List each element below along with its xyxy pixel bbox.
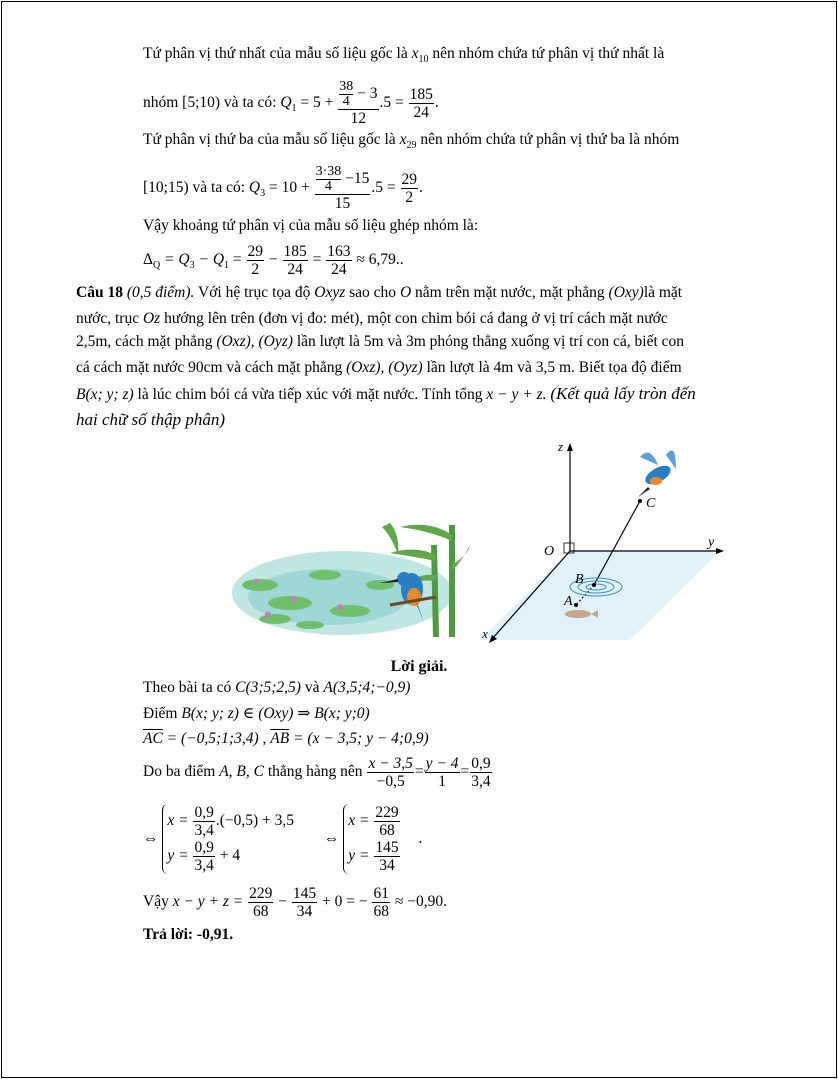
text: sao cho <box>349 284 397 301</box>
iff-symbol: ⇔ <box>143 830 159 847</box>
text: thẳng hàng nên <box>267 763 363 780</box>
text: Điểm <box>143 705 178 722</box>
text: x = <box>167 812 189 830</box>
text: Tứ phân vị thứ ba của mẫu số liệu gốc là <box>143 131 396 148</box>
text: = 10 + <box>268 179 310 196</box>
num: 0,9 <box>194 804 214 822</box>
text: −15 <box>345 170 370 187</box>
text: là lúc chim bói cá vừa tiếp xúc với mặt nước. Tính tổng <box>137 386 483 403</box>
math: Oz <box>142 310 161 327</box>
num: 29 <box>401 170 417 188</box>
fraction <box>247 243 265 278</box>
text: , <box>262 730 267 747</box>
y-arrow <box>716 548 724 554</box>
q18-line-4 <box>76 358 682 378</box>
fraction <box>470 755 491 790</box>
var-q: Q <box>280 94 292 111</box>
result-fraction <box>409 86 434 121</box>
text: lần lượt là 4m và 3,5 m. Biết tọa độ điểm <box>426 359 682 376</box>
num: 61 <box>373 884 389 902</box>
num: x − 3,5 <box>368 754 413 772</box>
inner-fraction <box>316 165 342 194</box>
text: là mặt <box>643 284 683 301</box>
den: 3,4 <box>471 772 491 790</box>
num: 229 <box>375 804 399 822</box>
q1-fraction <box>338 80 378 127</box>
text: = <box>460 763 470 780</box>
text: y = <box>167 847 189 865</box>
text: + 0 = − <box>322 893 368 910</box>
text: . <box>419 179 423 196</box>
subscript: 1 <box>291 103 297 115</box>
den: 4 <box>342 93 350 109</box>
den: 3,4 <box>194 822 214 840</box>
text: ≈ 6,79.. <box>356 251 404 268</box>
den: 68 <box>379 822 395 840</box>
num: 29 <box>247 242 264 260</box>
system-1 <box>162 804 294 874</box>
q1-formula-line <box>143 72 439 134</box>
note: hai chữ số thập phân) <box>76 410 226 429</box>
label-y: y <box>708 535 715 550</box>
num: 3·38 <box>315 163 342 179</box>
q1-intro-line <box>143 44 664 70</box>
den: 24 <box>413 103 430 121</box>
den: 34 <box>296 902 313 920</box>
text: nên nhóm chứa tứ phân vị thứ ba là nhóm <box>420 131 680 148</box>
text: 2,5m, cách mặt phẳng <box>76 333 213 350</box>
q18-line-1 <box>76 283 682 303</box>
text: − <box>278 893 287 910</box>
point-a <box>574 603 578 607</box>
math: B(x; y; z) <box>76 386 134 403</box>
q18-line-6 <box>76 410 225 431</box>
sol-line-1 <box>143 678 410 698</box>
iqr-formula-line: $\Delta_Q = Q_3 - Q_1$ = $\frac{29}{2}$ − $\frac{185}{24}$ = $\frac{163}{24}$ ≈ 6,79.. <box>143 242 404 278</box>
sol-line-3 <box>143 729 429 749</box>
result-fraction <box>401 171 419 206</box>
math: = (x − 3,5; y − 4;0,9) <box>293 730 429 747</box>
den: 15 <box>334 194 351 212</box>
text: = <box>312 251 322 268</box>
iff-symbol: ⇔ <box>323 830 340 847</box>
text: x = <box>348 812 370 830</box>
num: 145 <box>375 839 399 857</box>
math: A(3,5;4;−0,9) <box>323 679 411 696</box>
text: nằm trên mặt nước, mặt phẳng <box>415 284 605 301</box>
vector-ac: $\overline{AC}$ <box>143 730 163 747</box>
text: Vậy khoảng tứ phân vị của mẫu số liệu ghép nhóm là: <box>143 217 479 234</box>
num: 145 <box>292 884 317 902</box>
q18-line-5 <box>76 384 696 405</box>
text: nước, trục <box>76 310 140 327</box>
math: (Oxy) <box>608 284 644 301</box>
label-a: A <box>564 594 573 609</box>
fraction <box>283 243 308 278</box>
math: x − y + z. <box>486 386 547 403</box>
sol-system <box>143 797 422 881</box>
text: nên nhóm chứa tứ phân vị thứ nhất là <box>432 45 665 62</box>
text: .5 = <box>379 94 404 111</box>
den: 68 <box>253 902 269 920</box>
q3-fraction <box>315 165 371 212</box>
vector-ab: $\overline{AB}$ <box>270 730 290 747</box>
math: A, B, C <box>219 763 264 780</box>
text: − Q <box>198 251 225 268</box>
subscript: 10 <box>418 54 429 66</box>
q3-formula-line: [10;15) và ta có: $Q_3 = 10$ + $\frac{3\cdot 38}{4}$ −15 15 .5 = $\frac{29}{2}$ . <box>143 163 423 212</box>
label-c: C <box>646 496 656 511</box>
text: .5 = <box>371 179 396 196</box>
den: −0,5 <box>376 772 405 790</box>
num: 38 <box>339 78 354 94</box>
math: B(x; y; z) ∈ (Oxy) ⇒ B(x; y;0) <box>181 705 370 722</box>
text: lần lượt là 5m và 3m phóng thẳng xuống vị trí con cá, biết con <box>296 333 685 350</box>
text: hướng lên trên (đơn vị đo: mét), một con chim bói cá đang ở vị trí cách mặt nước <box>164 310 668 327</box>
den: 68 <box>373 902 389 920</box>
text: Theo bài ta có <box>143 679 232 696</box>
text: Tứ phân vị thứ nhất của mẫu số liệu gốc là <box>143 45 408 62</box>
math: = (−0,5;1;3,4) <box>166 730 259 747</box>
var-x: x <box>411 45 419 62</box>
kingfisher-icon <box>638 450 676 497</box>
subscript: 29 <box>406 140 417 152</box>
sol-line-4 <box>143 750 493 794</box>
sol-final <box>143 880 447 924</box>
text: [10;15) và ta có: <box>143 179 246 196</box>
system-2 <box>343 804 400 874</box>
num: 185 <box>283 242 307 260</box>
solution-title: Lời giải. <box>390 658 448 675</box>
num: 229 <box>249 884 273 902</box>
den: 2 <box>405 188 414 206</box>
label-o: O <box>544 544 555 559</box>
fraction <box>367 755 413 790</box>
text: nhóm [5;10) và ta có: <box>143 94 277 111</box>
den: 24 <box>287 260 303 278</box>
math: (Oxz), (Oyz) <box>216 333 293 350</box>
num: 185 <box>409 85 433 103</box>
subscript: Q <box>152 260 161 272</box>
fraction <box>425 755 460 790</box>
question-label: Câu 18 <box>76 284 123 301</box>
math: Oxyz <box>314 284 346 301</box>
sol-line-2 <box>143 704 370 724</box>
fraction <box>326 243 351 278</box>
den: 3,4 <box>194 857 214 875</box>
num: 0,9 <box>471 754 491 772</box>
num: 0,9 <box>194 839 214 857</box>
delta-symbol: Δ <box>143 251 153 268</box>
iqr-intro-line <box>143 216 478 236</box>
text: + 4 <box>219 847 241 865</box>
math: C(3;5;2,5) <box>235 679 301 696</box>
z-arrow <box>567 443 573 451</box>
q18-line-2 <box>76 309 668 329</box>
text: = <box>414 763 424 780</box>
den: 12 <box>350 109 367 127</box>
den: 4 <box>324 178 332 194</box>
note: (Kết quả lấy tròn đến <box>550 384 696 403</box>
math: O <box>399 284 412 301</box>
math: x − y + z = <box>172 893 244 910</box>
q3-intro-line: Tứ phân vị thứ ba của mẫu số liệu gốc là $x_{29}$ nên nhóm chứa tứ phân vị thứ ba là nhóm <box>143 131 680 152</box>
den: 34 <box>379 857 395 875</box>
num: y − 4 <box>425 754 459 772</box>
text: .(−0,5) + 3,5 <box>215 812 295 830</box>
text: Vậy <box>143 893 169 910</box>
text: Với hệ trục tọa độ <box>198 284 311 301</box>
point-c <box>638 499 642 503</box>
text: − <box>268 251 278 268</box>
text: = 5 + <box>300 94 334 111</box>
text: . <box>434 94 439 111</box>
label-z: z <box>558 439 564 454</box>
text: = Q <box>164 251 190 268</box>
answer: Trả lời: -0,91. <box>143 926 234 943</box>
den: 1 <box>438 772 446 790</box>
label-b: B <box>575 572 584 587</box>
text: = <box>232 251 242 268</box>
den: 24 <box>331 260 347 278</box>
text: . <box>418 830 423 847</box>
text: Do ba điểm <box>143 763 216 780</box>
text: y = <box>348 847 370 865</box>
num: 163 <box>327 242 351 260</box>
text: và <box>304 679 320 696</box>
text: cá cách mặt nước 90cm và cách mặt phẳng <box>76 359 343 376</box>
coordinate-diagram <box>480 435 760 650</box>
pond-illustration <box>230 515 470 640</box>
subscript: 3 <box>260 188 266 200</box>
label-x: x <box>482 626 488 641</box>
points: (0,5 điểm). <box>126 284 195 301</box>
math: (Oxz), (Oyz) <box>346 359 423 376</box>
text: − 3 <box>357 85 378 102</box>
q18-line-3 <box>76 332 684 352</box>
text: ≈ −0,90. <box>394 893 447 910</box>
den: 2 <box>251 260 260 278</box>
point-b <box>592 583 596 587</box>
inner-fraction <box>339 80 353 109</box>
